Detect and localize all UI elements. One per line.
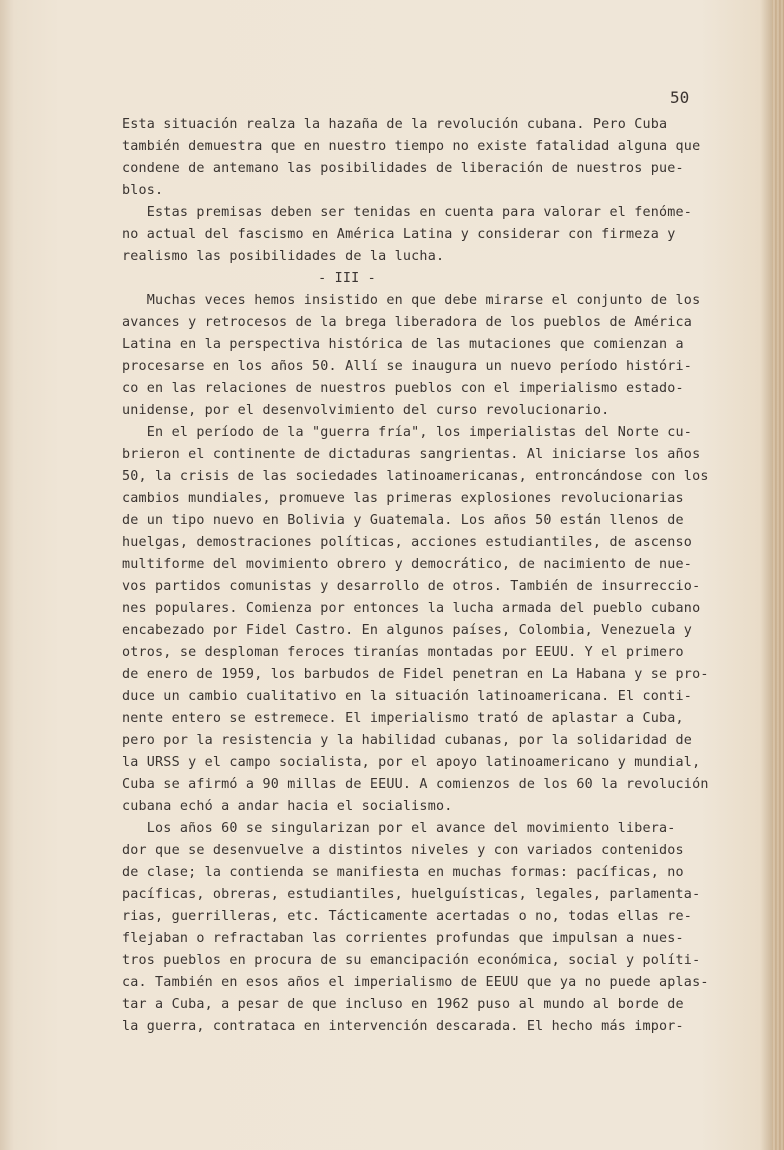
text-line: vos partidos comunistas y desarrollo de otros. También de insurreccio- bbox=[122, 579, 701, 594]
text-line: dor que se desenvuelve a distintos niveles y con variados contenidos bbox=[122, 843, 684, 858]
text-line: de clase; la contienda se manifiesta en muchas formas: pacíficas, no bbox=[122, 865, 684, 880]
text-line: otros, se desploman feroces tiranías montadas por EEUU. Y el primero bbox=[122, 645, 684, 660]
text-line: Cuba se afirmó a 90 millas de EEUU. A comienzos de los 60 la revolución bbox=[122, 777, 709, 792]
text-line: flejaban o refractaban las corrientes profundas que impulsan a nues- bbox=[122, 931, 684, 946]
text-line: huelgas, demostraciones políticas, acciones estudiantiles, de ascenso bbox=[122, 535, 693, 550]
text-line: la URSS y el campo socialista, por el apoyo latinoamericano y mundial, bbox=[122, 755, 701, 770]
text-line: cambios mundiales, promueve las primeras explosiones revolucionarias bbox=[122, 491, 684, 506]
text-line: condene de antemano las posibilidades de liberación de nuestros pue- bbox=[122, 161, 684, 176]
text-line: Latina en la perspectiva histórica de las mutaciones que comienzan a bbox=[122, 337, 684, 352]
text-line: co en las relaciones de nuestros pueblos con el imperialismo estado- bbox=[122, 381, 684, 396]
body-text bbox=[122, 114, 732, 1038]
text-line: Muchas veces hemos insistido en que debe mirarse el conjunto de los bbox=[122, 293, 701, 308]
text-line: 50, la crisis de las sociedades latinoamericanas, entroncándose con los bbox=[122, 469, 709, 484]
text-line: de un tipo nuevo en Bolivia y Guatemala. Los años 50 están llenos de bbox=[122, 513, 684, 528]
page-number: 50 bbox=[670, 88, 690, 107]
text-line: blos. bbox=[122, 183, 164, 198]
text-line: Esta situación realza la hazaña de la revolución cubana. Pero Cuba bbox=[122, 117, 668, 132]
text-line: rias, guerrilleras, etc. Tácticamente acertadas o no, todas ellas re- bbox=[122, 909, 693, 924]
text-line: pacíficas, obreras, estudiantiles, huelguísticas, legales, parlamenta- bbox=[122, 887, 701, 902]
section-heading: - III - bbox=[318, 271, 376, 286]
text-line: procesarse en los años 50. Allí se inaugura un nuevo período históri- bbox=[122, 359, 693, 374]
text-line: encabezado por Fidel Castro. En algunos países, Colombia, Venezuela y bbox=[122, 623, 693, 638]
text-line: unidense, por el desenvolvimiento del curso revolucionario. bbox=[122, 403, 610, 418]
text-line: En el período de la "guerra fría", los imperialistas del Norte cu- bbox=[122, 425, 693, 440]
text-line: ca. También en esos años el imperialismo de EEUU que ya no puede aplas- bbox=[122, 975, 709, 990]
text-line: brieron el continente de dictaduras sangrientas. Al iniciarse los años bbox=[122, 447, 701, 462]
text-line: tros pueblos en procura de su emancipación económica, social y políti- bbox=[122, 953, 701, 968]
text-line: nente entero se estremece. El imperialismo trató de aplastar a Cuba, bbox=[122, 711, 684, 726]
text-line: nes populares. Comienza por entonces la lucha armada del pueblo cubano bbox=[122, 601, 701, 616]
text-line: Los años 60 se singularizan por el avance del movimiento libera- bbox=[122, 821, 676, 836]
text-line: multiforme del movimiento obrero y democrático, de nacimiento de nue- bbox=[122, 557, 693, 572]
text-line: tar a Cuba, a pesar de que incluso en 1962 puso al mundo al borde de bbox=[122, 997, 684, 1012]
text-line: avances y retrocesos de la brega liberadora de los pueblos de América bbox=[122, 315, 693, 330]
text-line: duce un cambio cualitativo en la situación latinoamericana. El conti- bbox=[122, 689, 693, 704]
text-line: Estas premisas deben ser tenidas en cuenta para valorar el fenóme- bbox=[122, 205, 693, 220]
text-line: realismo las posibilidades de la lucha. bbox=[122, 249, 445, 264]
text-line: la guerra, contrataca en intervención descarada. El hecho más impor- bbox=[122, 1019, 684, 1034]
text-line: de enero de 1959, los barbudos de Fidel penetran en La Habana y se pro- bbox=[122, 667, 709, 682]
text-line: cubana echó a andar hacia el socialismo. bbox=[122, 799, 453, 814]
text-line: no actual del fascismo en América Latina y considerar con firmeza y bbox=[122, 227, 676, 242]
text-line: también demuestra que en nuestro tiempo no existe fatalidad alguna que bbox=[122, 139, 701, 154]
text-line: pero por la resistencia y la habilidad cubanas, por la solidaridad de bbox=[122, 733, 693, 748]
